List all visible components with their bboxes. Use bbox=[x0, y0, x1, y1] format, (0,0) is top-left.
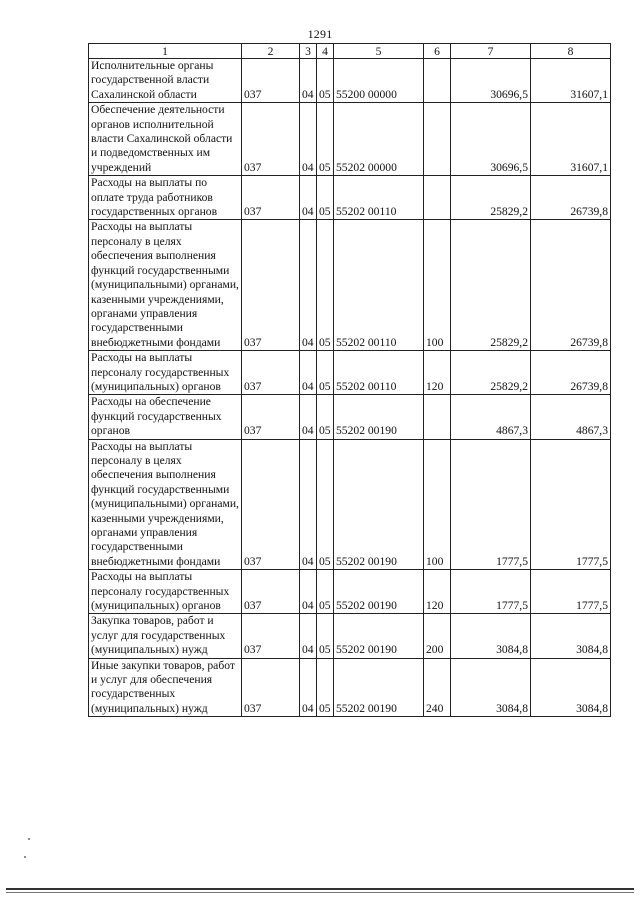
row-amount-8: 1777,5 bbox=[531, 439, 611, 570]
row-code-3: 04 bbox=[300, 614, 317, 658]
scan-speck bbox=[28, 838, 30, 840]
row-amount-7: 1777,5 bbox=[451, 570, 531, 614]
row-amount-8: 1777,5 bbox=[531, 570, 611, 614]
row-code-6: 100 bbox=[424, 439, 451, 570]
row-description: Расходы на выплаты персоналу в целях обеспечения выполнения функций государственными (муниципальными) органами, казенными учреждениями, органами управления государственными внебюджетными фондами bbox=[89, 439, 242, 570]
row-amount-8: 3084,8 bbox=[531, 614, 611, 658]
row-description: Закупка товаров, работ и услуг для государственных (муниципальных) нужд bbox=[89, 614, 242, 658]
row-amount-7: 25829,2 bbox=[451, 220, 531, 351]
row-code-6: 120 bbox=[424, 351, 451, 395]
table-row bbox=[89, 570, 611, 614]
table-row bbox=[89, 351, 611, 395]
scan-bottom-edge bbox=[6, 888, 634, 890]
row-code-2: 037 bbox=[242, 439, 300, 570]
row-code-3: 04 bbox=[300, 103, 317, 176]
header-cell-2: 2 bbox=[242, 44, 300, 59]
row-code-5: 55202 00110 bbox=[334, 176, 424, 220]
page-number: 1291 bbox=[307, 27, 333, 41]
row-code-2: 037 bbox=[242, 220, 300, 351]
row-code-2: 037 bbox=[242, 614, 300, 658]
row-description: Обеспечение деятельности органов исполнительной власти Сахалинской области и подведомственных им учреждений bbox=[89, 103, 242, 176]
row-description: Иные закупки товаров, работ и услуг для обеспечения государственных (муниципальных) нужд bbox=[89, 658, 242, 717]
budget-table bbox=[88, 43, 611, 717]
row-code-5: 55200 00000 bbox=[334, 59, 424, 103]
row-code-6: 200 bbox=[424, 614, 451, 658]
header-cell-1: 1 bbox=[89, 44, 242, 59]
header-cell-5: 5 bbox=[334, 44, 424, 59]
table-row bbox=[89, 395, 611, 439]
row-amount-7: 25829,2 bbox=[451, 351, 531, 395]
scan-speck bbox=[24, 856, 26, 858]
row-code-4: 05 bbox=[317, 176, 334, 220]
row-code-6: 100 bbox=[424, 220, 451, 351]
row-code-4: 05 bbox=[317, 570, 334, 614]
row-code-4: 05 bbox=[317, 658, 334, 717]
row-code-4: 05 bbox=[317, 59, 334, 103]
row-amount-8: 26739,8 bbox=[531, 176, 611, 220]
row-description: Расходы на выплаты по оплате труда работников государственных органов bbox=[89, 176, 242, 220]
table-row bbox=[89, 614, 611, 658]
table-row bbox=[89, 220, 611, 351]
row-code-2: 037 bbox=[242, 176, 300, 220]
header-cell-4: 4 bbox=[317, 44, 334, 59]
row-code-5: 55202 00190 bbox=[334, 570, 424, 614]
table-row bbox=[89, 59, 611, 103]
row-code-3: 04 bbox=[300, 59, 317, 103]
row-code-5: 55202 00110 bbox=[334, 220, 424, 351]
row-code-4: 05 bbox=[317, 103, 334, 176]
row-code-2: 037 bbox=[242, 351, 300, 395]
row-description: Расходы на выплаты персоналу в целях обеспечения выполнения функций государственными (муниципальными) органами, казенными учреждениями, органами управления государственными внебюджетными фондами bbox=[89, 220, 242, 351]
row-description: Расходы на выплаты персоналу государственных (муниципальных) органов bbox=[89, 570, 242, 614]
header-row bbox=[89, 44, 611, 59]
table-row bbox=[89, 176, 611, 220]
row-code-2: 037 bbox=[242, 103, 300, 176]
row-code-3: 04 bbox=[300, 351, 317, 395]
row-code-3: 04 bbox=[300, 570, 317, 614]
row-code-2: 037 bbox=[242, 570, 300, 614]
header-cell-8: 8 bbox=[531, 44, 611, 59]
row-amount-8: 4867,3 bbox=[531, 395, 611, 439]
row-amount-7: 25829,2 bbox=[451, 176, 531, 220]
row-code-2: 037 bbox=[242, 59, 300, 103]
row-code-6 bbox=[424, 59, 451, 103]
row-code-6: 240 bbox=[424, 658, 451, 717]
row-amount-7: 3084,8 bbox=[451, 658, 531, 717]
row-code-5: 55202 00190 bbox=[334, 395, 424, 439]
row-code-4: 05 bbox=[317, 614, 334, 658]
row-amount-8: 31607,1 bbox=[531, 103, 611, 176]
row-description: Расходы на обеспечение функций государственных органов bbox=[89, 395, 242, 439]
row-code-6 bbox=[424, 176, 451, 220]
row-amount-7: 30696,5 bbox=[451, 59, 531, 103]
row-code-3: 04 bbox=[300, 439, 317, 570]
row-code-4: 05 bbox=[317, 439, 334, 570]
row-code-6 bbox=[424, 395, 451, 439]
row-code-6: 120 bbox=[424, 570, 451, 614]
row-amount-7: 3084,8 bbox=[451, 614, 531, 658]
table-row bbox=[89, 103, 611, 176]
table-row bbox=[89, 439, 611, 570]
row-code-3: 04 bbox=[300, 176, 317, 220]
row-description: Расходы на выплаты персоналу государственных (муниципальных) органов bbox=[89, 351, 242, 395]
row-amount-8: 26739,8 bbox=[531, 220, 611, 351]
row-amount-7: 4867,3 bbox=[451, 395, 531, 439]
row-amount-8: 3084,8 bbox=[531, 658, 611, 717]
header-cell-3: 3 bbox=[300, 44, 317, 59]
row-amount-7: 30696,5 bbox=[451, 103, 531, 176]
row-code-3: 04 bbox=[300, 658, 317, 717]
row-code-5: 55202 00110 bbox=[334, 351, 424, 395]
row-amount-8: 31607,1 bbox=[531, 59, 611, 103]
row-code-2: 037 bbox=[242, 658, 300, 717]
header-cell-6: 6 bbox=[424, 44, 451, 59]
row-code-4: 05 bbox=[317, 395, 334, 439]
row-code-5: 55202 00190 bbox=[334, 658, 424, 717]
header-cell-7: 7 bbox=[451, 44, 531, 59]
row-code-2: 037 bbox=[242, 395, 300, 439]
scan-bottom-edge-shadow bbox=[6, 892, 634, 893]
row-code-5: 55202 00190 bbox=[334, 614, 424, 658]
row-code-5: 55202 00000 bbox=[334, 103, 424, 176]
row-code-4: 05 bbox=[317, 220, 334, 351]
row-code-3: 04 bbox=[300, 395, 317, 439]
row-code-5: 55202 00190 bbox=[334, 439, 424, 570]
row-code-3: 04 bbox=[300, 220, 317, 351]
row-code-4: 05 bbox=[317, 351, 334, 395]
row-amount-8: 26739,8 bbox=[531, 351, 611, 395]
row-amount-7: 1777,5 bbox=[451, 439, 531, 570]
row-description: Исполнительные органы государственной власти Сахалинской области bbox=[89, 59, 242, 103]
row-code-6 bbox=[424, 103, 451, 176]
table-row bbox=[89, 658, 611, 717]
